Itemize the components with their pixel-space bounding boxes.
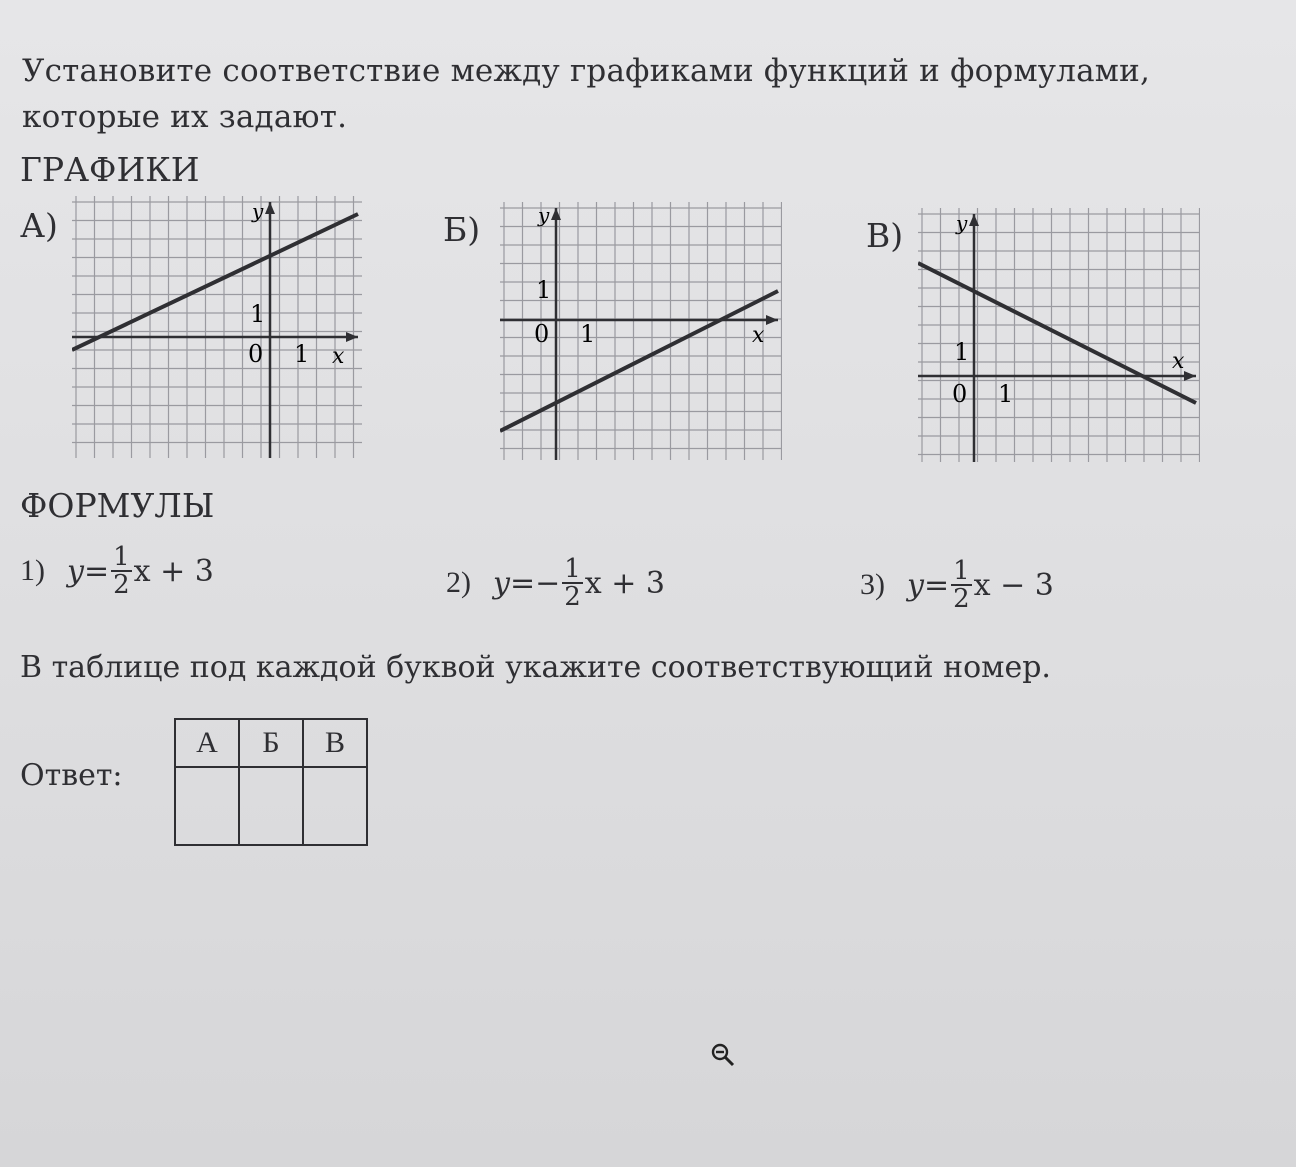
formula-lhs: y xyxy=(67,553,84,589)
graph-a-tick-y: 1 xyxy=(250,300,266,328)
graph-v-y-label: y xyxy=(956,211,968,235)
graph-a-x-arrow xyxy=(346,332,358,342)
formula-eq: = xyxy=(83,553,110,589)
answer-cell-v[interactable] xyxy=(303,767,367,845)
graph-b-line xyxy=(500,291,778,431)
graph-v-x-label: x xyxy=(1172,349,1185,374)
answer-label: Ответ: xyxy=(20,758,123,793)
fraction-denominator: 2 xyxy=(953,584,970,614)
graphs-heading: ГРАФИКИ xyxy=(20,150,200,189)
graph-b-y-label: y xyxy=(538,203,550,227)
task-text: Установите соответствие между графиками функций и формулами, которые их задают. xyxy=(22,53,1151,135)
formula-lhs: y xyxy=(907,567,924,603)
graph-v-label: В) xyxy=(866,216,904,255)
graph-v-tick-x: 1 xyxy=(998,380,1014,408)
formula-1 xyxy=(20,544,214,598)
graph-a-grid xyxy=(72,196,362,458)
formula-fraction xyxy=(951,558,972,612)
graph-a-x-label: x xyxy=(332,344,345,369)
formulas-heading: ФОРМУЛЫ xyxy=(20,486,215,525)
graph-a-label: А) xyxy=(20,206,58,245)
fraction-denominator: 2 xyxy=(113,570,130,600)
answer-cell-a[interactable] xyxy=(175,767,239,845)
fraction-denominator: 2 xyxy=(564,582,581,612)
graph-b-tick-y: 1 xyxy=(536,276,552,304)
answer-header-v: В xyxy=(303,719,367,767)
graph-a-y-label: y xyxy=(252,199,264,223)
answer-header-b: Б xyxy=(239,719,303,767)
formula-rest: x + 3 xyxy=(133,553,214,589)
graph-b-tick-x: 1 xyxy=(580,320,596,348)
formula-3 xyxy=(860,558,1054,612)
formula-sign: − xyxy=(535,565,561,601)
formula-2 xyxy=(446,556,665,610)
graph-a-y-arrow xyxy=(265,202,275,214)
graph-b-origin: 0 xyxy=(534,320,550,348)
formula-fraction xyxy=(562,556,583,610)
formula-eq: = xyxy=(923,567,950,603)
formula-rest: x − 3 xyxy=(973,567,1054,603)
graph-v-x-arrow xyxy=(1184,371,1196,381)
graph-b-x-label: x xyxy=(752,323,765,348)
instruction-text: В таблице под каждой буквой укажите соответствующий номер. xyxy=(20,650,1051,685)
formula-rest: x + 3 xyxy=(584,565,665,601)
graph-v xyxy=(918,208,1200,462)
fraction-numerator: 1 xyxy=(953,556,970,586)
formula-eq: = xyxy=(509,565,536,601)
formula-lhs: y xyxy=(493,565,510,601)
answer-table xyxy=(174,718,368,846)
fraction-numerator: 1 xyxy=(113,542,130,572)
graph-a-tick-x: 1 xyxy=(294,340,310,368)
answer-header-a: А xyxy=(175,719,239,767)
formula-number: 1) xyxy=(20,554,45,587)
zoom-out-icon[interactable] xyxy=(710,1042,736,1068)
graph-a xyxy=(72,196,362,458)
graph-b-label: Б) xyxy=(443,210,481,249)
graph-a-origin: 0 xyxy=(248,340,264,368)
graph-v-tick-y: 1 xyxy=(954,338,970,366)
answer-cell-b[interactable] xyxy=(239,767,303,845)
formula-fraction xyxy=(111,544,132,598)
graph-b-x-arrow xyxy=(766,315,778,325)
graph-b xyxy=(500,202,782,460)
formula-number: 2) xyxy=(446,566,471,599)
fraction-numerator: 1 xyxy=(564,554,581,584)
graph-v-origin: 0 xyxy=(952,380,968,408)
graph-a-line xyxy=(72,214,358,350)
formula-number: 3) xyxy=(860,568,885,601)
